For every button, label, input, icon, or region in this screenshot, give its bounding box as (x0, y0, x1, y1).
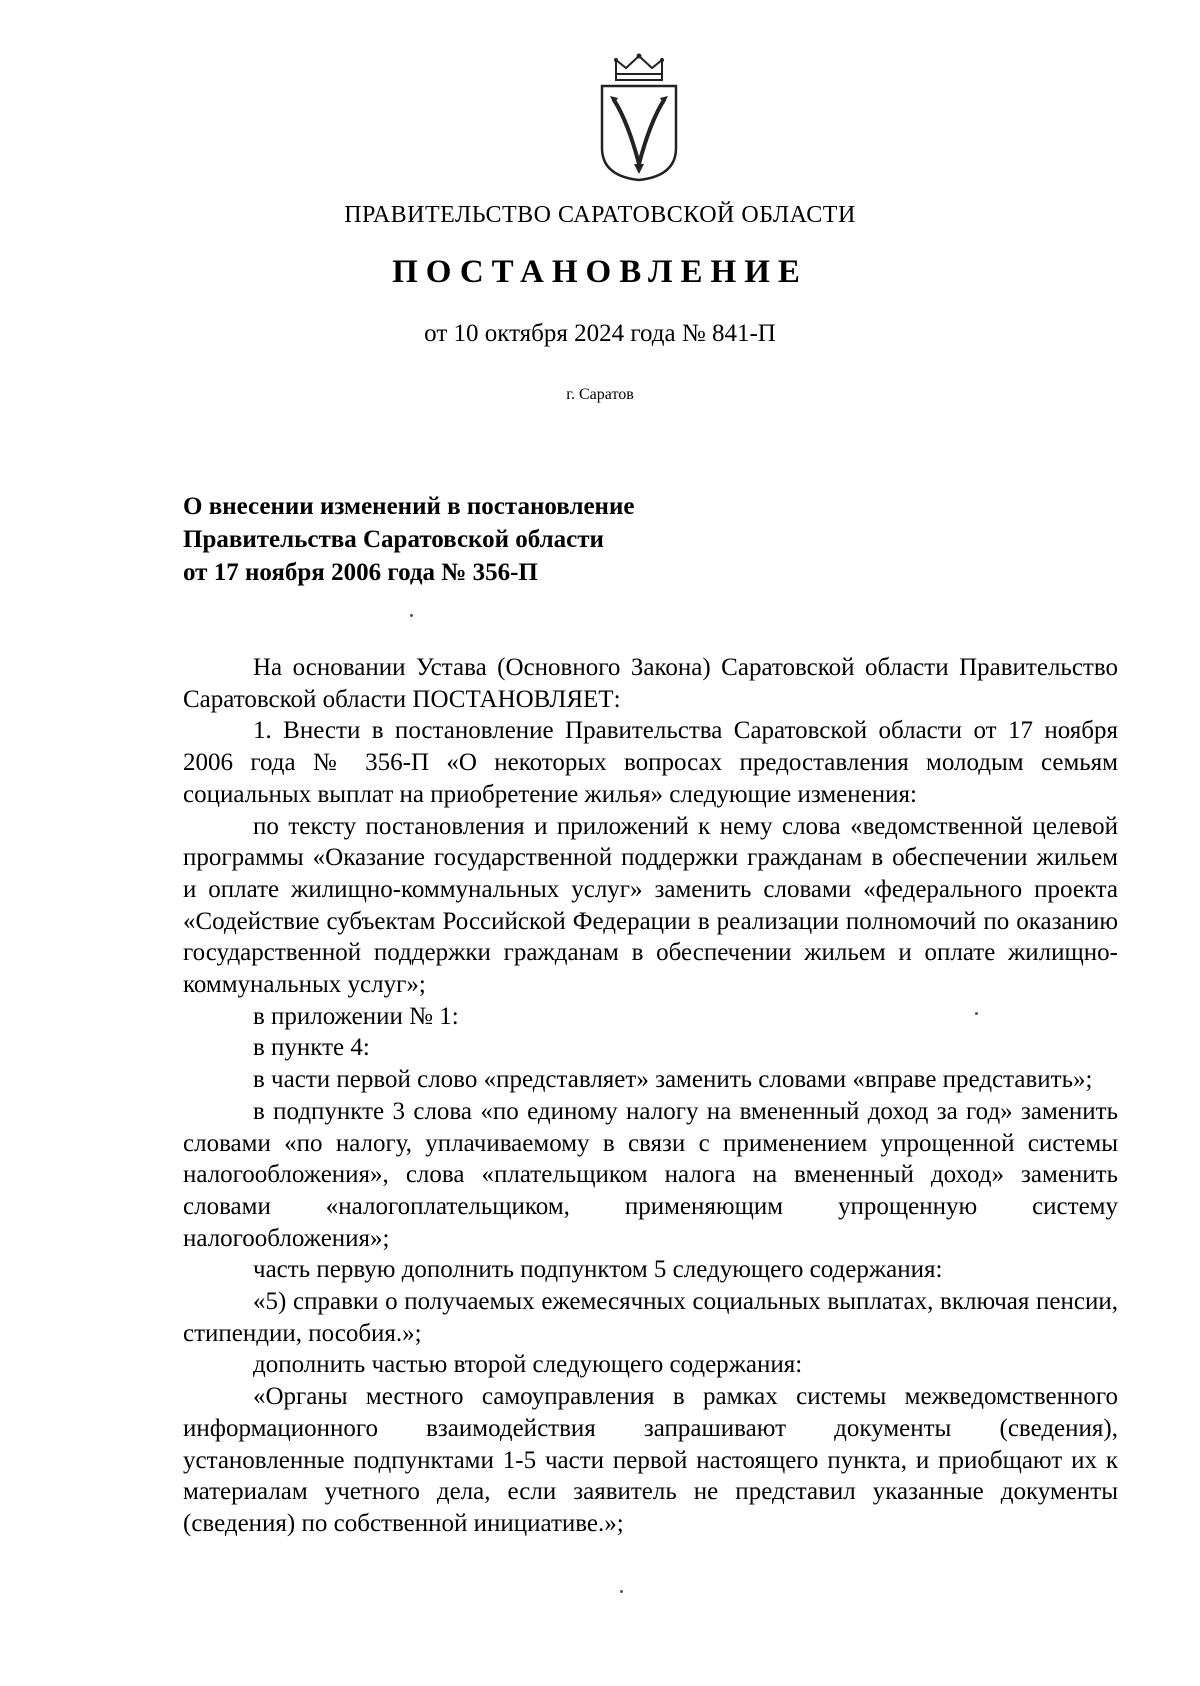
title-line: О внесении изменений в постановление (183, 493, 635, 520)
coat-of-arms-icon (594, 52, 684, 182)
scan-speck (620, 1590, 623, 1593)
document-type: ПОСТАНОВЛЕНИЕ (392, 254, 808, 290)
title-line: Правительства Саратовской области (183, 526, 604, 553)
document-city: г. Саратов (566, 386, 634, 403)
body-paragraph: в приложении № 1: (253, 1002, 459, 1030)
document-date-number: от 10 октября 2024 года № 841-П (424, 320, 776, 347)
body-paragraph: часть первую дополнить подпунктом 5 следующего содержания: (253, 1256, 943, 1284)
body-paragraph: 1. Внести в постановление Правительства Саратовской области от 17 ноября 2006 года № 356-П «О некоторых вопросах предоставления молодым семьям социальных выплат на приобретение жилья» следующие изменения: (183, 717, 1118, 808)
document-title (183, 490, 634, 589)
document-body (183, 652, 1118, 1540)
title-line: от 17 ноября 2006 года № 356-П (183, 559, 538, 586)
body-paragraph: «Органы местного самоуправления в рамках системы межведомственного информационного взаимодействия запрашивают документы (сведения), установленные подпунктами 1-5 части первой настоящего пункта, и приобщают их к материалам учетного дела, если заявитель не представил указанные документы (сведения) по собственной инициативе.»; (183, 1383, 1118, 1537)
body-paragraph: в пункте 4: (253, 1034, 370, 1062)
scan-speck (410, 614, 413, 617)
body-paragraph: в подпункте 3 слова «по единому налогу на вмененный доход за год» заменить словами «по налогу, уплачиваемому в связи с применением упрощенной системы налогообложения», слова «плательщиком налога на вмененный доход» заменить словами «налогоплательщиком, применяющим упрощенную систему налогообложения»; (183, 1097, 1118, 1252)
body-paragraph: дополнить частью второй следующего содержания: (253, 1351, 803, 1379)
body-paragraph: в части первой слово «представляет» заменить словами «вправе представить»; (253, 1066, 1093, 1094)
body-paragraph: «5) справки о получаемых ежемесячных социальных выплатах, включая пенсии, стипендии, пособия.»; (183, 1288, 1118, 1347)
body-paragraph: На основании Устава (Основного Закона) Саратовской области Правительство Саратовской области ПОСТАНОВЛЯЕТ: (183, 654, 1118, 713)
organization-name: ПРАВИТЕЛЬСТВО САРАТОВСКОЙ ОБЛАСТИ (344, 202, 856, 228)
body-paragraph: по тексту постановления и приложений к нему слова «ведомственной целевой программы «Оказание государственной поддержки гражданам в обеспечении жильем и оплате жилищно-коммунальных услуг» заменить словами «федерального проекта «Содействие субъектам Российской Федерации в реализации полномочий по оказанию государственной поддержки гражданам в обеспечении жильем и оплате жилищно-коммунальных услуг»; (183, 812, 1118, 999)
scan-speck (975, 1012, 978, 1015)
